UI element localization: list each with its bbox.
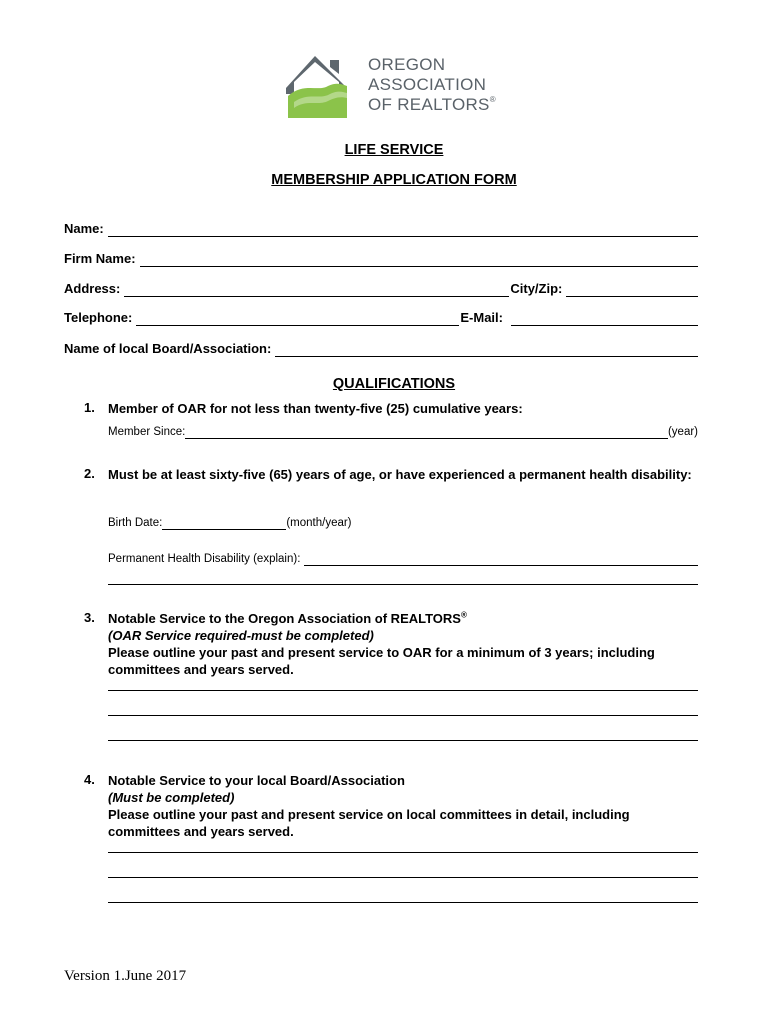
telephone-input-line[interactable]	[136, 311, 459, 326]
member-since-row	[108, 422, 698, 439]
q3-answer-line[interactable]	[108, 690, 698, 691]
logo-line-3	[368, 95, 496, 115]
q2-text: Must be at least sixty-five (65) years of age, or have experienced a permanent health disability:	[108, 467, 692, 482]
logo-line-2: ASSOCIATION	[368, 75, 487, 94]
q4-answer-line[interactable]	[108, 877, 698, 878]
q3-answer-line[interactable]	[108, 715, 698, 716]
q4-answer-line[interactable]	[108, 902, 698, 903]
board-label: Name of local Board/Association:	[64, 341, 272, 356]
disability-row	[108, 549, 698, 566]
q3-note-text: (OAR Service required-must be completed)	[108, 628, 374, 643]
q3-title: Notable Service to the Oregon Association of REALTORS	[108, 611, 461, 626]
email-input-line[interactable]	[511, 311, 698, 326]
disability-input-line[interactable]	[304, 553, 698, 566]
q4-answer-line[interactable]	[108, 852, 698, 853]
member-since-suffix: (year)	[667, 426, 698, 438]
q3-registered-mark: ®	[460, 610, 467, 620]
address-input-line[interactable]	[124, 282, 509, 297]
firm-name-label: Firm Name:	[64, 251, 136, 266]
logo-chimney	[330, 60, 339, 74]
qualifications-heading: QUALIFICATIONS	[332, 376, 456, 392]
birth-date-input-line[interactable]	[162, 517, 286, 530]
disability-input-line-2[interactable]	[108, 584, 698, 585]
q2-number: 2.	[84, 466, 95, 481]
city-zip-label: City/Zip:	[510, 281, 563, 296]
telephone-label: Telephone:	[64, 310, 133, 325]
address-field-row	[64, 279, 698, 297]
version-footer: Version 1.June 2017	[64, 968, 187, 984]
q4-note	[108, 789, 698, 806]
birth-date-row	[108, 513, 698, 530]
q3-title-line	[108, 610, 698, 627]
logo-line-3-text: OF REALTORS	[368, 95, 490, 114]
name-input-line[interactable]	[108, 222, 698, 237]
q1-number: 1.	[84, 400, 95, 415]
firm-name-field-row	[64, 249, 698, 267]
form-subtitle: MEMBERSHIP APPLICATION FORM	[271, 172, 517, 188]
q4-note-text: (Must be completed)	[108, 790, 235, 805]
birth-date-label: Birth Date:	[108, 517, 163, 529]
logo-registered-mark: ®	[489, 95, 496, 104]
city-zip-input-line[interactable]	[566, 282, 698, 297]
q3-instructions: Please outline your past and present service to OAR for a minimum of 3 years; including committees and years served.	[108, 645, 655, 677]
q3-answer-line[interactable]	[108, 740, 698, 741]
q3-block	[108, 610, 698, 678]
member-since-label: Member Since:	[108, 426, 186, 438]
q3-number: 3.	[84, 610, 95, 625]
q4-title: Notable Service to your local Board/Association	[108, 773, 405, 788]
name-field-row	[64, 219, 698, 237]
disability-label: Permanent Health Disability (explain):	[108, 553, 301, 565]
board-field-row	[64, 339, 698, 357]
form-title: LIFE SERVICE	[344, 142, 444, 158]
member-since-input-line[interactable]	[185, 426, 668, 439]
q4-instructions: Please outline your past and present service on local committees in detail, including committees and years served.	[108, 807, 630, 839]
q1-text: Member of OAR for not less than twenty-five (25) cumulative years:	[108, 401, 523, 416]
telephone-field-row	[64, 308, 698, 326]
logo-line-1: OREGON	[368, 55, 446, 74]
address-label: Address:	[64, 281, 121, 296]
q3-note	[108, 627, 698, 644]
q4-number: 4.	[84, 772, 95, 787]
birth-date-suffix: (month/year)	[286, 517, 352, 529]
firm-name-input-line[interactable]	[140, 252, 698, 267]
q4-block	[108, 772, 698, 840]
logo-wordmark	[368, 55, 496, 115]
email-label: E-Mail:	[460, 310, 503, 325]
name-label: Name:	[64, 221, 104, 236]
board-input-line[interactable]	[275, 342, 698, 357]
